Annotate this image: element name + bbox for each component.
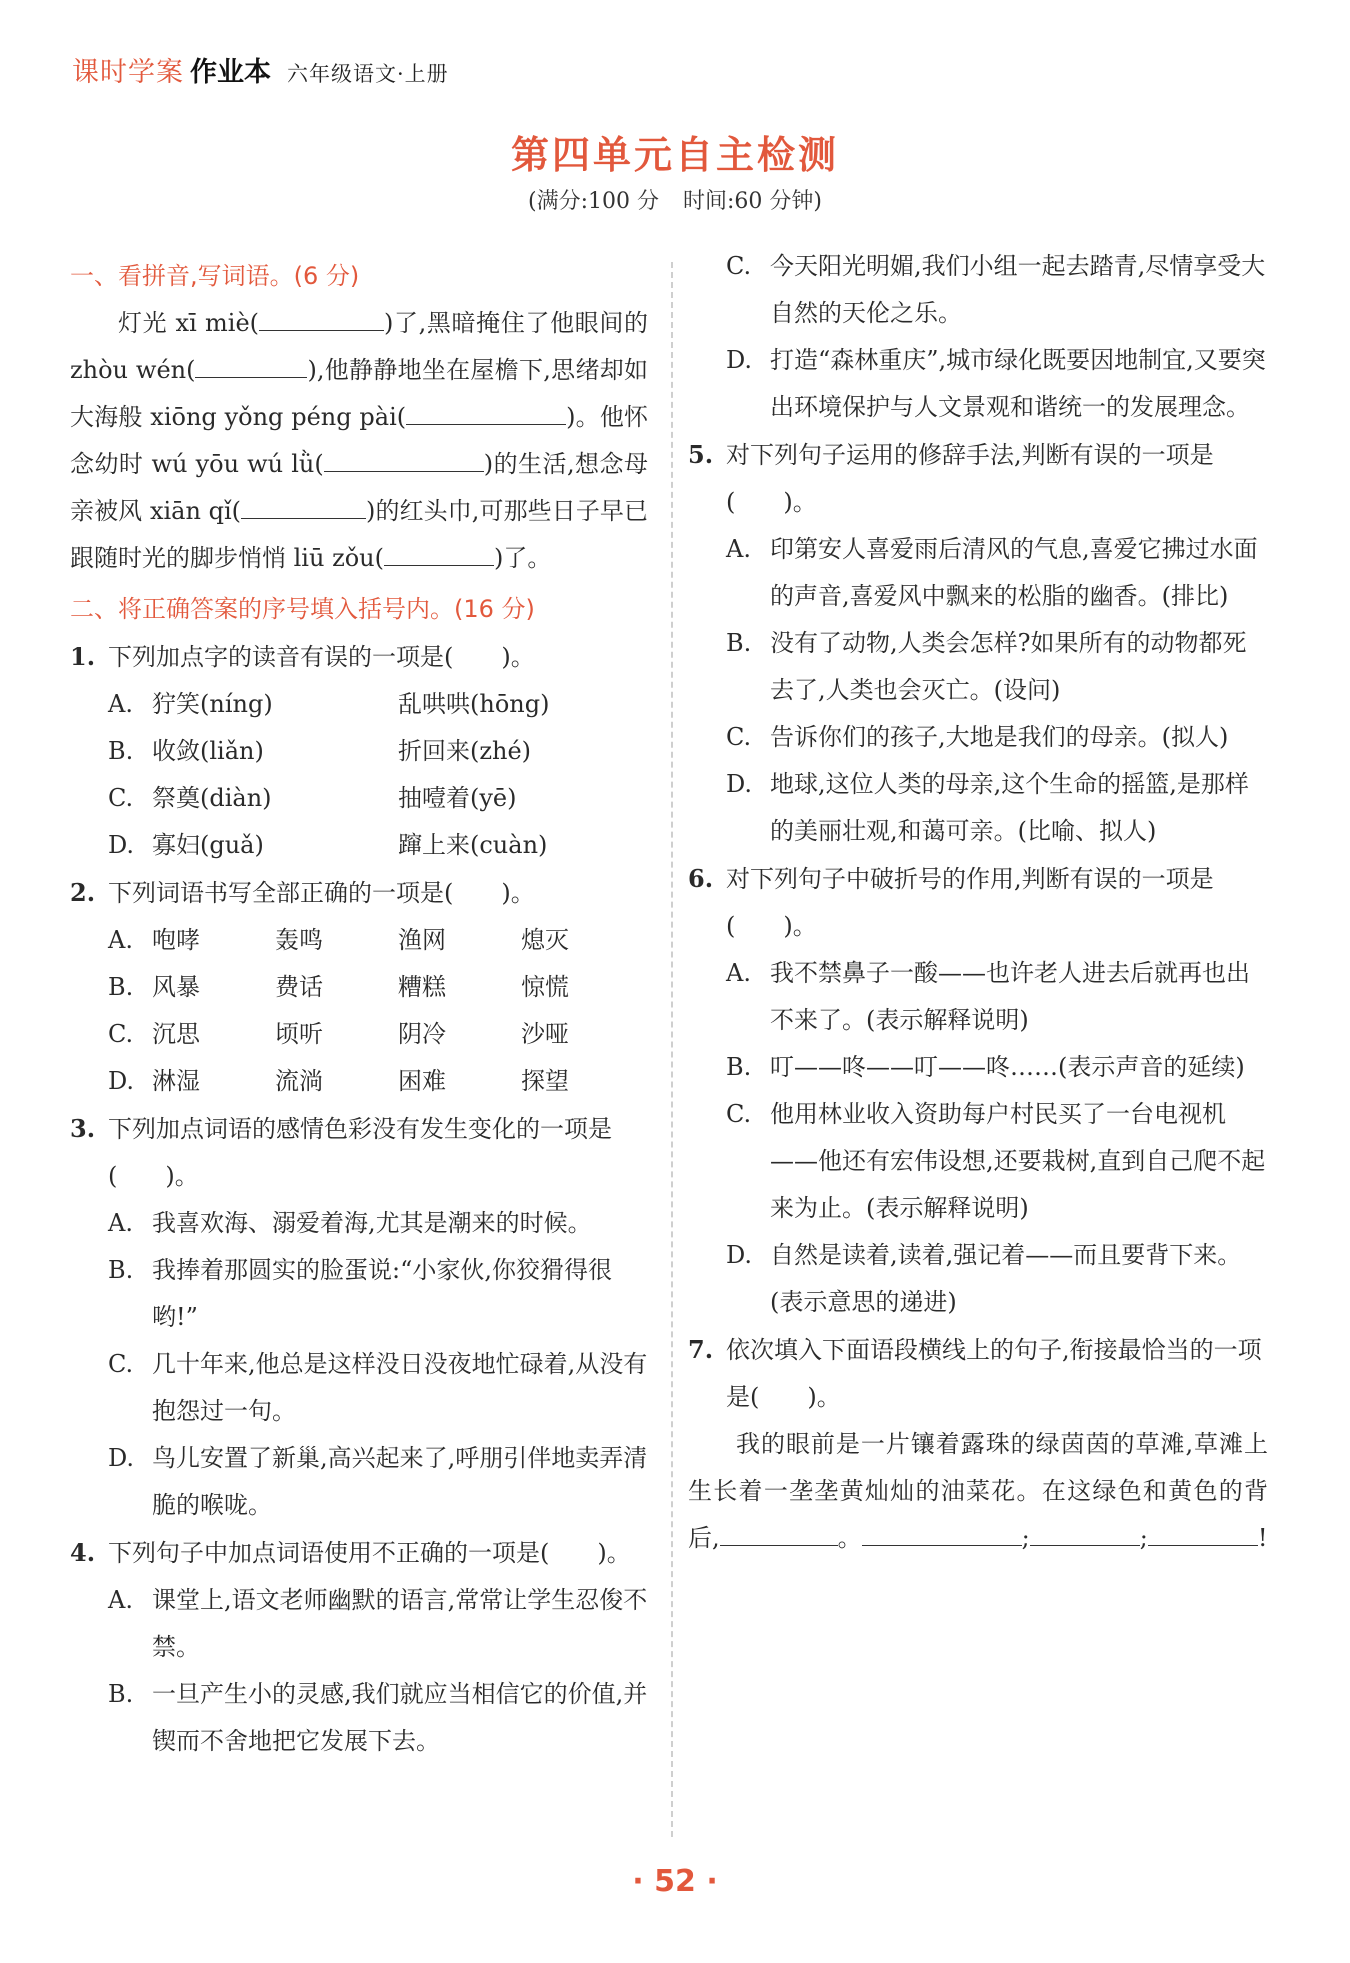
column-divider [671, 262, 673, 1837]
answer-blank[interactable] [241, 498, 366, 519]
q3-option-c[interactable]: C. 几十年来,他总是这样没日没夜地忙碌着,从没有抱怨过一句。 [108, 1350, 648, 1425]
q5-option-b[interactable]: B. 没有了动物,人类会怎样?如果所有的动物都死去了,人类也会灭亡。(设问) [726, 629, 1247, 704]
q6-option-d[interactable]: D. 自然是读着,读着,强记着——而且要背下来。(表示意思的递进) [726, 1241, 1242, 1316]
q6-option-a[interactable]: A. 我不禁鼻子一酸——也许老人进去后就再也出不来了。(表示解释说明) [726, 959, 1250, 1034]
page-number: · 52 · [632, 1864, 718, 1899]
header [72, 50, 449, 89]
q2-option-d[interactable]: D. 淋湿 流淌 困难 探望 [108, 1067, 569, 1095]
q2-option-a[interactable]: A. 咆哮 轰鸣 渔网 熄灭 [108, 926, 569, 954]
q1-option-a[interactable]: A. 狞笑(níng) 乱哄哄(hōng) [108, 690, 550, 718]
full-score: (满分:100 分 [528, 189, 659, 214]
answer-blank[interactable] [720, 1525, 838, 1546]
answer-blank[interactable] [259, 310, 384, 331]
q2-option-b[interactable]: B. 风暴 费话 糟糕 惊慌 [108, 973, 569, 1001]
q4-option-b[interactable]: B. 一旦产生小的灵感,我们就应当相信它的价值,并锲而不舍地把它发展下去。 [108, 1680, 648, 1755]
question-6: 6. 对下列句子中破折号的作用,判断有误的一项是( )。 [688, 864, 1214, 940]
q3-option-a[interactable]: A. 我喜欢海、溺爱着海,尤其是潮来的时候。 [108, 1209, 592, 1237]
question-1: 1. 下列加点字的读音有误的一项是( )。 [70, 642, 535, 671]
q6-option-b[interactable]: B. 叮——咚——叮——咚……(表示声音的延续) [726, 1053, 1245, 1081]
q3-option-d[interactable]: D. 鸟儿安置了新巢,高兴起来了,呼朋引伴地卖弄清脆的喉咙。 [108, 1444, 648, 1519]
q7-passage: 我的眼前是一片镶着露珠的绿茵茵的草滩,草滩上生长着一垄垄黄灿灿的油菜花。在这绿色和黄色的背后, 。 ; ; ! [688, 1430, 1268, 1552]
q3-option-b[interactable]: B. 我捧着那圆实的脸蛋说:“小家伙,你狡猾得很哟!” [108, 1256, 612, 1331]
question-3: 3. 下列加点词语的感情色彩没有发生变化的一项是( )。 [70, 1114, 612, 1190]
q5-option-d[interactable]: D. 地球,这位人类的母亲,这个生命的摇篮,是那样的美丽壮观,和蔼可亲。(比喻、拟人) [726, 770, 1249, 845]
q1-option-c[interactable]: C. 祭奠(diàn) 抽噎着(yē) [108, 784, 517, 812]
question-2: 2. 下列词语书写全部正确的一项是( )。 [70, 878, 535, 907]
score-time [0, 184, 1350, 215]
answer-blank[interactable] [1030, 1525, 1140, 1546]
answer-blank[interactable] [1148, 1525, 1258, 1546]
left-column [70, 253, 648, 1765]
question-7: 7. 依次填入下面语段横线上的句子,衔接最恰当的一项是( )。 [688, 1335, 1262, 1411]
q4-option-a[interactable]: A. 课堂上,语文老师幽默的语言,常常让学生忍俊不禁。 [108, 1586, 648, 1661]
q1-option-b[interactable]: B. 收敛(liǎn) 折回来(zhé) [108, 737, 532, 765]
q1-option-d[interactable]: D. 寡妇(guǎ) 蹿上来(cuàn) [108, 831, 548, 859]
q5-option-a[interactable]: A. 印第安人喜爱雨后清风的气息,喜爱它拂过水面的声音,喜爱风中飘来的松脂的幽香。(排比) [726, 535, 1258, 610]
q6-option-c[interactable]: C. 他用林业收入资助每户村民买了一台电视机——他还有宏伟设想,还要栽树,直到自己爬不起来为止。(表示解释说明) [726, 1100, 1266, 1222]
brand-red: 课时学案 [72, 57, 184, 88]
subject-label: 六年级语文·上册 [287, 62, 449, 86]
question-5: 5. 对下列句子运用的修辞手法,判断有误的一项是( )。 [688, 440, 1214, 516]
section1-heading: 一、看拼音,写词语。(6 分) [70, 262, 360, 290]
q5-option-c[interactable]: C. 告诉你们的孩子,大地是我们的母亲。(拟人) [726, 723, 1229, 751]
section1-passage: 灯光 xī miè( )了,黑暗掩住了他眼间的 zhòu wén( ),他静静地坐在屋檐下,思绪却如大海般 xiōng yǒng péng pài( )。他怀念幼时 wú yōu wú lǜ( )的生活,想念母亲被风 xiān qǐ( )的红头巾,可那些日子早已跟随时光的脚步悄悄 liū zǒu( )了。 [70, 309, 648, 572]
q4-option-d[interactable]: D. 打造“森林重庆”,城市绿化既要因地制宜,又要突出环境保护与人文景观和谐统一的发展理念。 [726, 346, 1266, 421]
answer-blank[interactable] [324, 451, 484, 472]
answer-blank[interactable] [862, 1525, 1022, 1546]
q2-option-c[interactable]: C. 沉思 顷听 阴冷 沙哑 [108, 1020, 569, 1048]
answer-blank[interactable] [384, 545, 494, 566]
page-title: 第四单元自主检测 [510, 133, 839, 177]
time-limit: 时间:60 分钟) [683, 189, 822, 214]
section2-heading: 二、将正确答案的序号填入括号内。(16 分) [70, 595, 535, 623]
question-4: 4. 下列句子中加点词语使用不正确的一项是( )。 [70, 1538, 631, 1567]
answer-blank[interactable] [195, 357, 307, 378]
brand-black: 作业本 [190, 57, 271, 88]
answer-blank[interactable] [406, 404, 566, 425]
right-column [688, 243, 1268, 1562]
q4-option-c[interactable]: C. 今天阳光明媚,我们小组一起去踏青,尽情享受大自然的天伦之乐。 [726, 252, 1266, 327]
